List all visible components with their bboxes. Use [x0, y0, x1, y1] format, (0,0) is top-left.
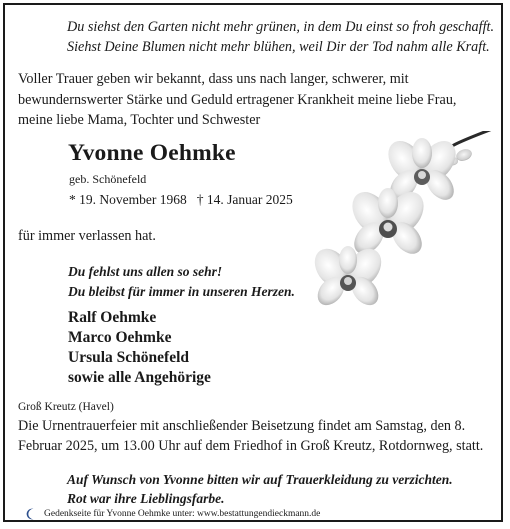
middle-verse-line-1: Du fehlst uns allen so sehr!	[68, 264, 223, 279]
family-wish-line-2: Rot war ihre Lieblingsfarbe.	[67, 490, 225, 506]
top-verse-line-1: Du siehst den Garten nicht mehr grünen, in dem Du einst so froh geschafft.	[67, 19, 495, 35]
left-statement: für immer verlassen hat.	[18, 228, 156, 244]
orchid-image	[312, 131, 496, 315]
mourner-1: Ralf Oehmke	[68, 309, 157, 326]
service-details: Die Urnentrauerfeier mit anschließender Beisetzung findet am Samstag, den 8. Februar 2025, um 13.00 Uhr auf dem Friedhof in Groß Kreutz, Rotdornweg, statt.	[18, 418, 484, 454]
mourner-3: Ursula Schönefeld	[68, 349, 189, 366]
memorial-page-icon	[26, 508, 38, 520]
middle-verse	[68, 262, 295, 302]
mourner-2: Marco Oehmke	[68, 329, 172, 346]
memorial-page-link[interactable]: Gedenkseite für Yvonne Oehmke unter: www.bestattungendieckmann.de	[44, 509, 321, 519]
top-verse	[67, 17, 494, 57]
family-wish	[67, 471, 453, 508]
life-dates	[69, 192, 293, 208]
middle-verse-line-2: Du bleibst für immer in unseren Herzen.	[68, 284, 295, 299]
death-date: † 14. Januar 2025	[196, 192, 293, 207]
birth-name: geb. Schönefeld	[69, 172, 147, 186]
location: Groß Kreutz (Havel)	[18, 401, 114, 413]
deceased-name: Yvonne Oehmke	[68, 140, 236, 166]
intro-text: Voller Trauer geben wir bekannt, dass uns nach langer, schwerer, mit bewundernswerter Stärke und Geduld ertragener Krankheit meine liebe Frau, meine liebe Mama, Tochter und Schwester	[18, 71, 457, 128]
mourners-list	[68, 308, 211, 388]
family-wish-line-1: Auf Wunsch von Yvonne bitten wir auf Trauerkleidung zu verzichten.	[67, 472, 453, 487]
memorial-footer[interactable]	[26, 507, 320, 521]
mourner-4: sowie alle Angehörige	[68, 369, 211, 386]
top-verse-line-2: Siehst Deine Blumen nicht mehr blühen, weil Dir der Tod nahm alle Kraft.	[67, 39, 490, 55]
birth-date: * 19. November 1968	[69, 192, 187, 207]
